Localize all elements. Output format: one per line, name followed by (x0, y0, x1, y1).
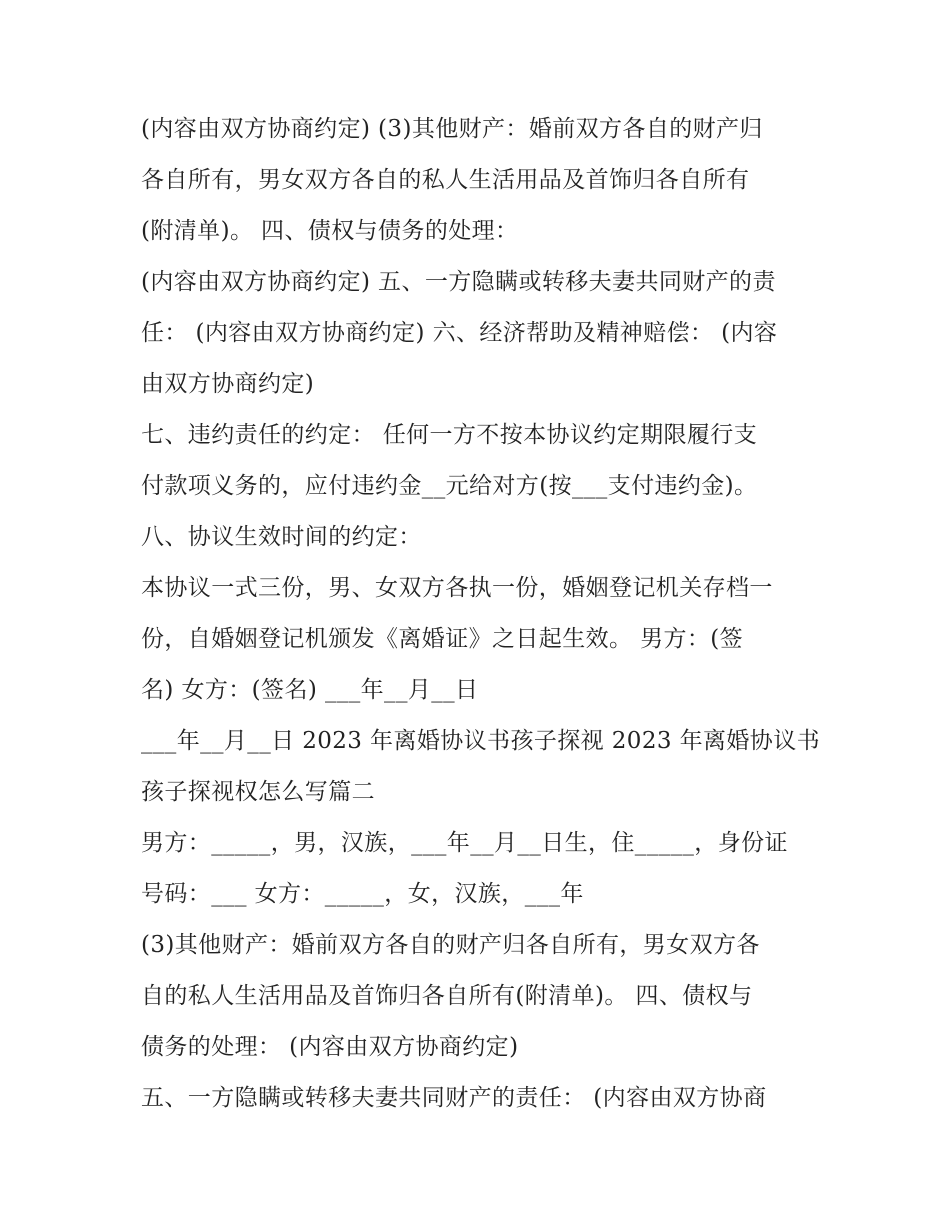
text-line: 各自所有，男女双方各自的私人生活用品及首饰归各自所有 (141, 167, 750, 193)
text-line: 号码：___ 女方：_____，女，汉族，___年 (141, 881, 584, 907)
text-line: 八、协议生效时间的约定： (141, 524, 422, 550)
text-line: 债务的处理： (内容由双方协商约定) (141, 1034, 519, 1060)
text-line: (内容由双方协商约定) 五、一方隐瞒或转移夫妻共同财产的责 (141, 269, 776, 295)
text-line: 男方：_____，男，汉族，___年__月__日生，住_____，身份证 (141, 830, 788, 856)
text-line: 七、违约责任的约定： 任何一方不按本协议约定期限履行支 (141, 422, 758, 448)
text-line: 本协议一式三份，男、女双方各执一份，婚姻登记机关存档一 (141, 575, 773, 601)
text-line: (内容由双方协商约定) (3)其他财产：婚前双方各自的财产归 (141, 116, 763, 142)
text-line: 付款项义务的，应付违约金__元给对方(按___支付违约金)。 (141, 473, 758, 499)
text-line: 孩子探视权怎么写篇二 (141, 779, 375, 805)
text-line: 由双方协商约定) (141, 371, 315, 397)
text-line: 任： (内容由双方协商约定) 六、经济帮助及精神赔偿： (内容 (141, 320, 778, 346)
text-line: 自的私人生活用品及首饰归各自所有(附清单)。 四、债权与 (141, 983, 753, 1009)
text-line: 名) 女方：(签名) ___年__月__日 (141, 677, 479, 703)
text-line: (附清单)。 四、债权与债务的处理： (141, 218, 519, 244)
document-body (141, 104, 821, 1124)
text-line: 份，自婚姻登记机颁发《离婚证》之日起生效。 男方：(签 (141, 626, 744, 652)
text-line: 五、一方隐瞒或转移夫妻共同财产的责任： (内容由双方协商 (141, 1085, 767, 1111)
text-line: ___年__月__日 2023 年离婚协议书孩子探视 2023 年离婚协议书 (141, 728, 821, 754)
text-line: (3)其他财产：婚前双方各自的财产归各自所有，男女双方各 (141, 932, 760, 958)
